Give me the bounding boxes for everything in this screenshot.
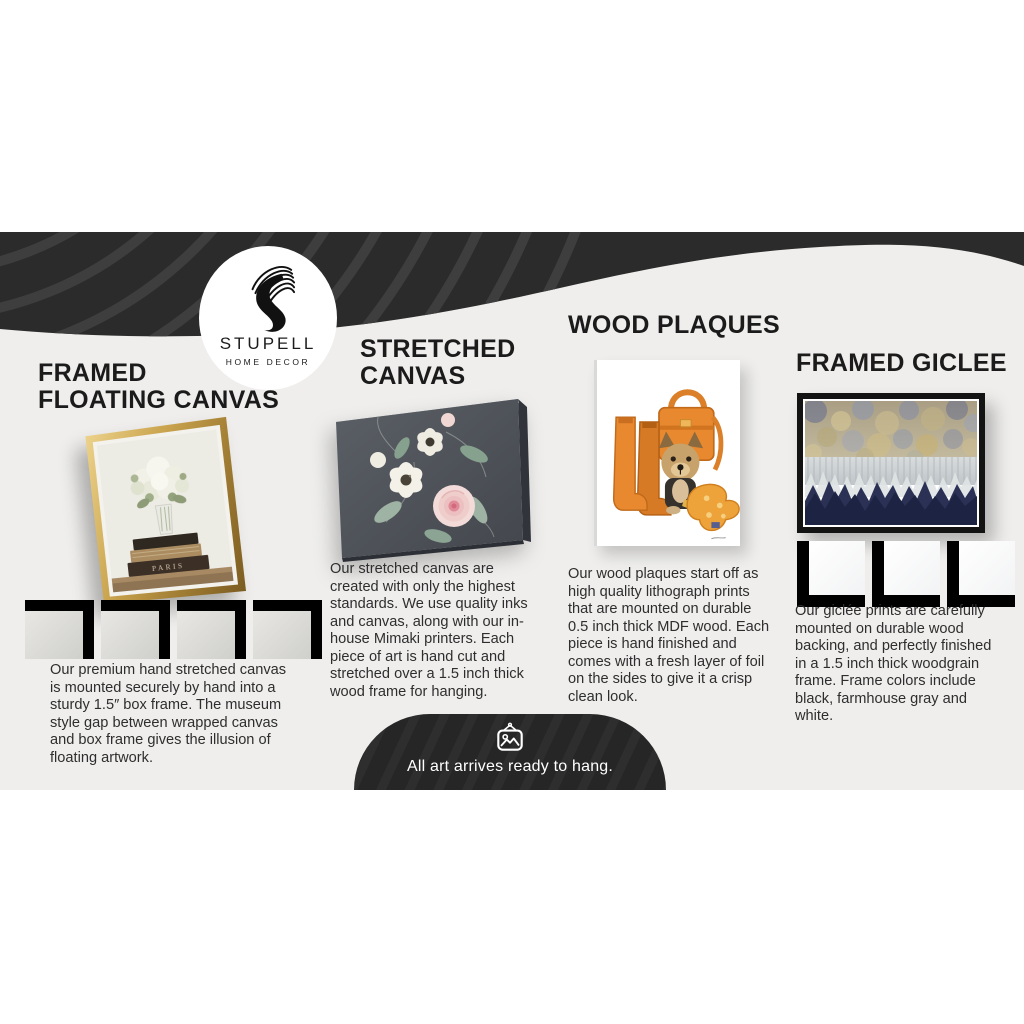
section-description-framed-floating-canvas: Our premium hand stretched canvas is mounted securely by hand into a sturdy 1.5″ box frame. The museum style gap between wrapped canvas and box frame gives the illusion of floating artwork. bbox=[50, 662, 287, 766]
book-spine-label: PARIS bbox=[151, 560, 186, 574]
stupell-s-swirl-icon bbox=[239, 260, 297, 332]
section-title-stretched-canvas bbox=[360, 336, 515, 390]
dog-fashion-artwork bbox=[597, 360, 740, 546]
giclee-frame-swatches bbox=[797, 541, 1015, 607]
brand-name: STUPELL bbox=[219, 334, 317, 353]
section-title-line: FLOATING CANVAS bbox=[38, 386, 280, 414]
section-description-framed-giclee: Our giclée prints are carefully mounted on durable wood backing, and perfectly finished in a 1.5 inch thick woodgrain frame. Frame colors include black, farmhouse gray and white. bbox=[795, 603, 992, 724]
footer-dome bbox=[354, 714, 666, 790]
frame-swatch-gold bbox=[25, 600, 94, 659]
floating-canvas-mat bbox=[93, 425, 238, 597]
floating-frame-swatches bbox=[25, 600, 322, 659]
abstract-navy-gold-artwork bbox=[805, 401, 977, 525]
frame-swatch-black bbox=[797, 541, 865, 607]
frame-swatch-gray bbox=[872, 541, 940, 607]
framed-picture-icon bbox=[491, 722, 529, 756]
section-title-line: FRAMED GICLEE bbox=[796, 349, 1007, 377]
stretched-canvas-product-image bbox=[326, 392, 538, 564]
section-title-line: STRETCHED bbox=[360, 335, 516, 363]
frame-swatch-black bbox=[177, 600, 246, 659]
frame-swatch-walnut bbox=[253, 600, 322, 659]
section-description-wood-plaques: Our wood plaques start off as high quality lithograph prints that are mounted on durable 0.5 inch thick MDF wood. Each piece is hand finished and comes with a fresh layer of foil on the sides to give it a crisp clean look. bbox=[568, 566, 770, 705]
section-title-line: WOOD PLAQUES bbox=[568, 311, 780, 339]
section-title-framed-giclee bbox=[796, 350, 1007, 377]
brand-logo bbox=[199, 246, 337, 390]
section-title-line: FRAMED bbox=[38, 359, 147, 387]
section-description-stretched-canvas: Our stretched canvas are created with only the highest standards. We use quality inks and canvas, along with our in-house Mimaki printers. Each piece of art is hand cut and stretched over a 1.5 inch thick wood frame for hanging. bbox=[330, 561, 528, 700]
framed-giclee-product-image bbox=[797, 393, 985, 533]
dark-floral-canvas-artwork bbox=[326, 392, 538, 564]
hydrangea-books-artwork bbox=[97, 429, 234, 592]
wood-plaque-product-image bbox=[594, 360, 740, 546]
floating-canvas-product-image bbox=[85, 417, 246, 604]
frame-swatch-white bbox=[947, 541, 1015, 607]
section-title-wood-plaques bbox=[568, 312, 780, 339]
brand-tagline: HOME DECOR bbox=[225, 357, 311, 367]
section-title-line: CANVAS bbox=[360, 362, 466, 390]
footer-note: All art arrives ready to hang. bbox=[406, 758, 614, 775]
frame-swatch-pewter bbox=[101, 600, 170, 659]
